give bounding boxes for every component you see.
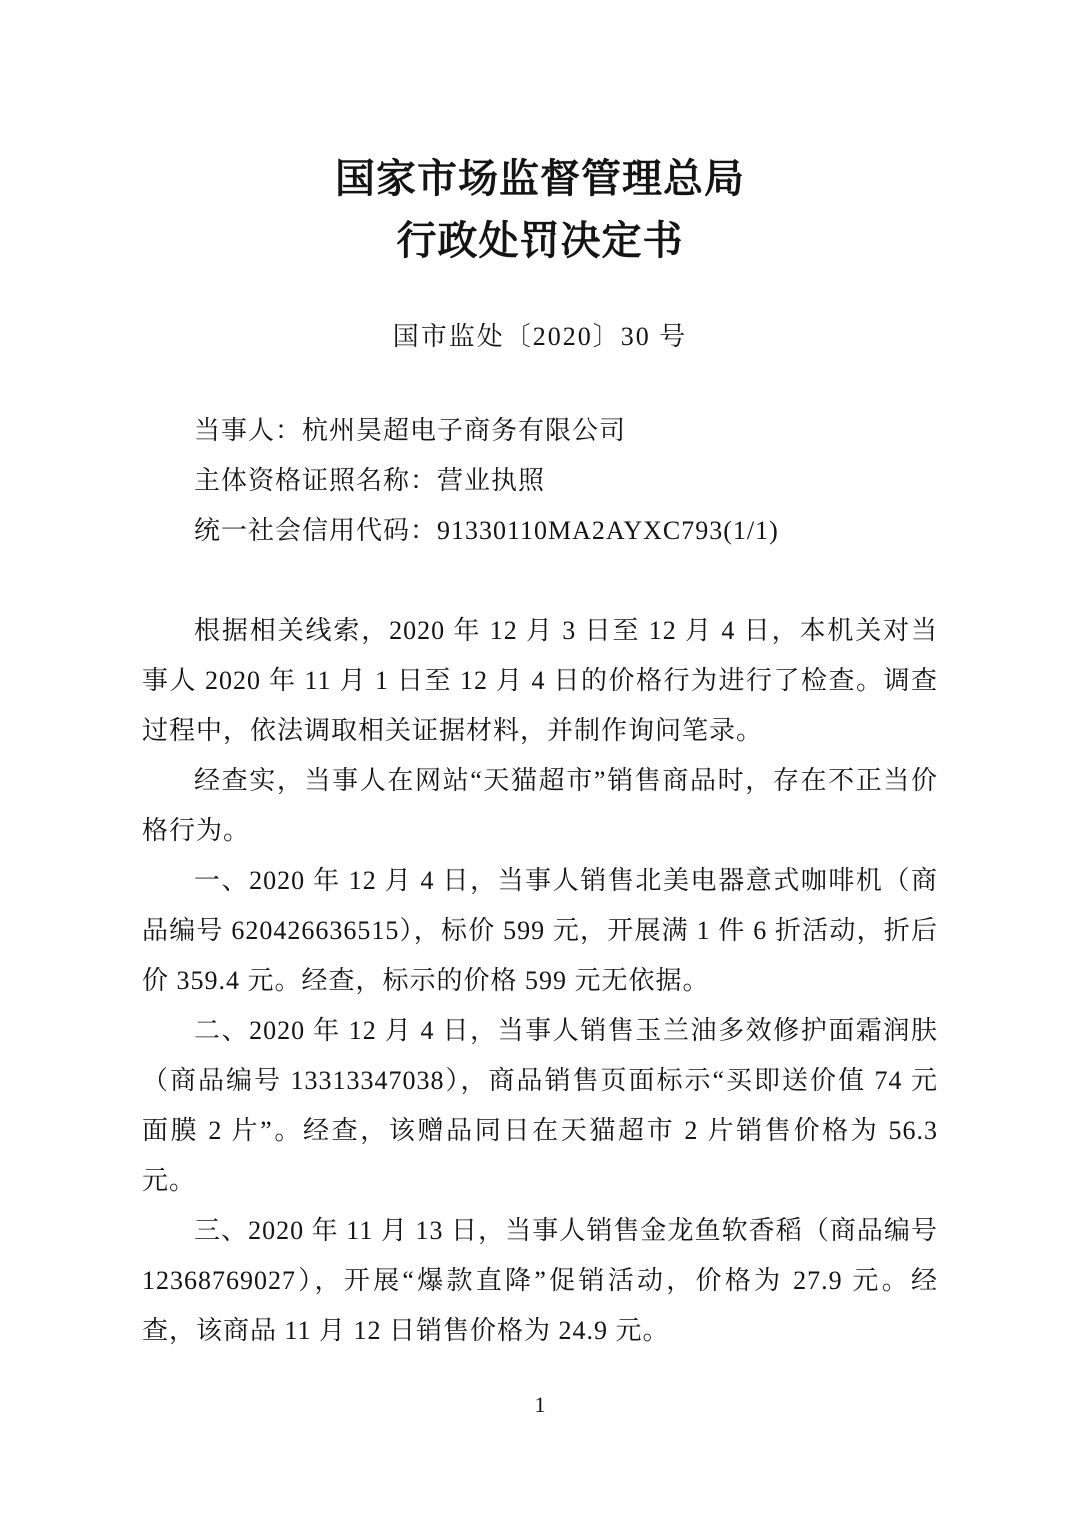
body-paragraph-finding: 经查实，当事人在网站“天猫超市”销售商品时，存在不正当价格行为。: [142, 766, 938, 845]
doc-number: 国市监处〔2020〕30 号: [392, 322, 688, 351]
page-number: 1: [534, 1392, 546, 1417]
body-paragraph-item-1: 一、2020 年 12 月 4 日，当事人销售北美电器意式咖啡机（商品编号 620426636515），标价 599 元，开展满 1 件 6 折活动，折后价 359.4 元。经查，标示的价格 599 元无依据。: [142, 866, 938, 995]
body-paragraph-item-2: 二、2020 年 12 月 4 日，当事人销售玉兰油多效修护面霜润肤（商品编号 13313347038），商品销售页面标示“买即送价值 74 元面膜 2 片”。经查，该赠品同日在天猫超市 2 片销售价格为 56.3 元。: [142, 1016, 938, 1195]
document-title: [142, 148, 938, 272]
party-line-name: 当事人：杭州昊超电子商务有限公司: [194, 416, 627, 445]
party-line-license: 主体资格证照名称：营业执照: [194, 466, 546, 495]
party-info: [142, 406, 938, 556]
title-line-1: 国家市场监督管理总局: [335, 157, 745, 201]
body-paragraph-item-3: 三、2020 年 11 月 13 日，当事人销售金龙鱼软香稻（商品编号 12368769027），开展“爆款直降”促销活动，价格为 27.9 元。经查，该商品 11 月 12 日销售价格为 24.9 元。: [142, 1216, 938, 1345]
document-body: [142, 606, 938, 1356]
title-line-2: 行政处罚决定书: [396, 219, 684, 263]
body-paragraph-investigation: 根据相关线索，2020 年 12 月 3 日至 12 月 4 日，本机关对当事人 2020 年 11 月 1 日至 12 月 4 日的价格行为进行了检查。调查过程中，依法调取相关证据材料，并制作询问笔录。: [142, 616, 938, 745]
party-line-credit-code: 统一社会信用代码：91330110MA2AYXC793(1/1): [194, 516, 779, 545]
